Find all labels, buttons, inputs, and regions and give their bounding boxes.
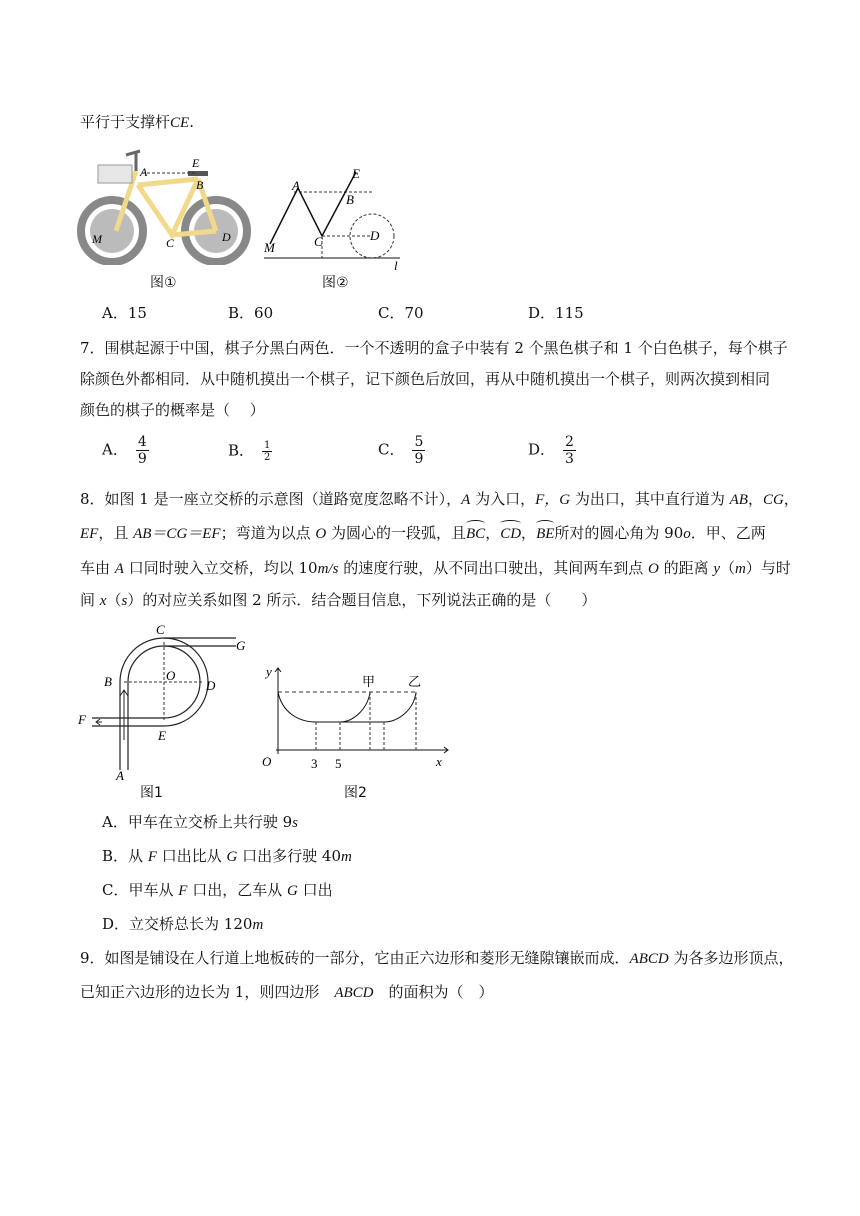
q8-option-c: [102, 880, 333, 901]
label-O: O: [262, 754, 272, 769]
denominator: 9: [137, 451, 147, 467]
q8-figure-interchange: [76, 620, 266, 780]
text: 为圆心的一段弧，且: [326, 524, 467, 542]
label-yi: 乙: [408, 674, 422, 689]
text: 8．如图 1 是一座立交桥的示意图（道路宽度忽略不计），: [80, 490, 462, 508]
label-C: C: [314, 234, 323, 249]
q6-option-b: [228, 303, 273, 323]
option-text: 甲车从: [128, 881, 179, 899]
curve-jia: [278, 692, 370, 722]
var-O: O: [315, 526, 327, 542]
option-text: 口出: [297, 881, 333, 899]
q7-option-c: [378, 434, 425, 467]
option-key: A．: [102, 304, 128, 322]
var-A: A: [114, 561, 124, 577]
option-text: 口出多行驶 40: [237, 847, 341, 865]
q7-option-b: [228, 440, 272, 463]
text: 9．如图是铺设在人行道上地板砖的一部分，它由正六边形和菱形无缝隙镶嵌而成．: [80, 949, 630, 967]
numerator: 4: [137, 434, 147, 450]
q6-option-d: [528, 303, 584, 323]
denominator: 9: [414, 451, 424, 467]
curve-yi: [340, 692, 416, 722]
option-key: B．: [102, 847, 129, 865]
text: ）的对应关系如图 2 所示．结合题目信息，下列说法正确的是（ ）: [127, 591, 597, 609]
option-text: 60: [254, 304, 274, 322]
label-y: y: [266, 664, 272, 679]
label-M: M: [264, 240, 275, 255]
arrow-up: [120, 690, 128, 740]
q7-line-3: 颜色的棋子的概率是（ ）: [80, 401, 265, 419]
text: ，: [485, 524, 501, 542]
q8-option-d: [102, 914, 263, 935]
q7-line-2: 除颜色外都相同．从中随机摸出一个棋子，记下颜色后放回，再从中随机摸出一个棋子，则两次摸到相同: [80, 370, 771, 388]
var-F: F: [178, 883, 188, 899]
var-ABCD: ABCD: [629, 951, 669, 967]
option-key: B．: [228, 304, 255, 322]
arc-BC: BC: [466, 526, 486, 542]
label-B: B: [196, 178, 204, 192]
unit: m: [341, 849, 352, 865]
option-key: A．: [102, 813, 128, 831]
label-G: G: [236, 638, 246, 653]
label-E: E: [158, 728, 166, 743]
text: ）与时: [745, 559, 791, 577]
var-G: G: [286, 883, 298, 899]
var-x: x: [99, 593, 107, 609]
label-O: O: [166, 668, 176, 683]
label-D: D: [222, 230, 231, 244]
q6-tail-end: .: [189, 113, 194, 131]
text: 的距离: [658, 559, 714, 577]
option-text: 从: [128, 847, 148, 865]
text: ，: [747, 490, 763, 508]
q6-option-c: [378, 303, 424, 323]
text: 为入口，: [470, 490, 536, 508]
q8-option-a: [102, 812, 298, 833]
var-AB: AB: [729, 492, 748, 508]
label-M: M: [92, 232, 102, 246]
label-A: A: [140, 165, 148, 179]
q6-tail-prefix: 平行于支撑杆: [80, 113, 171, 131]
var-G: G: [226, 849, 238, 865]
q7-option-d: [528, 434, 576, 467]
label-A: A: [116, 768, 124, 780]
q8-line-2: [80, 523, 766, 544]
tick-3: 3: [311, 756, 318, 771]
label-B: B: [104, 674, 112, 689]
unit-ms: m/s: [317, 561, 339, 577]
bike-basket: [98, 165, 132, 183]
option-key: D．: [528, 440, 556, 459]
q6-option-a: [102, 303, 147, 323]
option-text: 115: [555, 304, 584, 322]
q8-figure-graph: [258, 658, 454, 776]
var-F: F: [147, 849, 157, 865]
label-E: E: [352, 166, 360, 181]
q6-tail-var: CE: [170, 115, 190, 131]
fraction: [262, 440, 272, 463]
text: 为各多边形顶点，: [668, 949, 794, 967]
q7-option-a: [102, 434, 149, 467]
arrow-left: [96, 719, 102, 725]
fraction: [563, 434, 576, 467]
option-key: B．: [228, 441, 255, 460]
denominator: 3: [565, 451, 574, 467]
label-F: F: [78, 712, 86, 727]
var-A: A: [461, 492, 471, 508]
text: 车由: [80, 559, 115, 577]
text: 已知正六边形的边长为 1，则四边形: [80, 983, 335, 1001]
q9-line-2: [80, 982, 494, 1003]
label-C: C: [156, 622, 165, 637]
option-key: C．: [102, 881, 129, 899]
option-key: C．: [378, 440, 405, 459]
fraction: [136, 434, 149, 467]
text: 间: [80, 591, 100, 609]
var-y: y: [713, 561, 721, 577]
text: 所对的圆心角为 90: [554, 524, 684, 542]
text: （: [720, 559, 736, 577]
denominator: 2: [264, 452, 271, 463]
var-FG: F，G: [535, 492, 571, 508]
text: ；弯道为以点: [220, 524, 316, 542]
text: ，且: [98, 524, 134, 542]
equation: AB＝CG＝EF: [133, 526, 221, 542]
option-text: 甲车在立交桥上共行驶 9: [127, 813, 293, 831]
unit: m: [252, 917, 264, 933]
q6-tail-line: [80, 112, 194, 133]
var-EF: EF: [80, 526, 99, 542]
unit-s: s: [121, 593, 128, 609]
tick-5: 5: [335, 756, 342, 771]
label-jia: 甲: [362, 674, 376, 689]
numerator: 1: [264, 440, 271, 451]
fraction: [412, 434, 425, 467]
option-text: 15: [127, 304, 147, 322]
var-O: O: [647, 561, 659, 577]
q8-fig2-caption: 图2: [344, 785, 367, 801]
option-text: 70: [404, 304, 424, 322]
option-key: D．: [528, 304, 556, 322]
option-text: 立交桥总长为 120: [129, 915, 253, 933]
option-key: C．: [378, 304, 405, 322]
q6-figure-bicycle: [76, 143, 256, 265]
text: ，: [783, 490, 799, 508]
option-text: 口出，乙车从: [187, 881, 287, 899]
text: （: [106, 591, 122, 609]
unit: s: [292, 815, 299, 831]
text: ．甲、乙两: [690, 524, 766, 542]
label-C: C: [166, 236, 175, 250]
text: 为出口，其中直行道为: [570, 490, 730, 508]
option-key: A．: [102, 440, 128, 459]
q7-line-1: 7．围棋起源于中国，棋子分黑白两色．一个不透明的盒子中装有 2 个黑色棋子和 1 个白色棋子，每个棋子: [80, 339, 788, 357]
q8-line-1: [80, 489, 799, 510]
label-l: l: [394, 258, 398, 272]
numerator: 2: [565, 434, 574, 450]
option-text: 口出比从: [156, 847, 227, 865]
text: 口同时驶入立交桥，均以 10: [123, 559, 318, 577]
arc-CD: CD: [500, 526, 522, 542]
q8-option-b: [102, 846, 352, 867]
q6-fig1-caption: 图①: [150, 275, 177, 291]
q8-fig1-caption: 图1: [140, 785, 163, 801]
q6-figure-geometric: [260, 160, 410, 272]
q8-line-3: [80, 558, 791, 579]
frame-lines: [270, 172, 356, 244]
unit-m: m: [735, 561, 746, 577]
q6-fig2-caption: 图②: [322, 275, 349, 291]
text: 的面积为（ ）: [373, 983, 494, 1001]
label-A: A: [292, 178, 300, 193]
label-B: B: [346, 192, 354, 207]
label-E: E: [192, 156, 200, 170]
label-D: D: [206, 678, 216, 693]
q8-line-4: [80, 590, 596, 611]
text: ，: [521, 524, 537, 542]
arc-BE: BE: [536, 526, 555, 542]
bike-seat: [188, 171, 208, 176]
front-wheel-hub: [90, 209, 134, 253]
option-key: D．: [102, 915, 130, 933]
text: 的速度行驶，从不同出口驶出，其间两车到点: [338, 559, 648, 577]
var-CG: CG: [762, 492, 784, 508]
degree-o: o: [683, 526, 691, 542]
label-D: D: [370, 228, 380, 243]
var-ABCD: ABCD: [334, 985, 374, 1001]
q9-line-1: [80, 948, 794, 969]
label-x: x: [436, 754, 442, 769]
numerator: 5: [414, 434, 424, 450]
